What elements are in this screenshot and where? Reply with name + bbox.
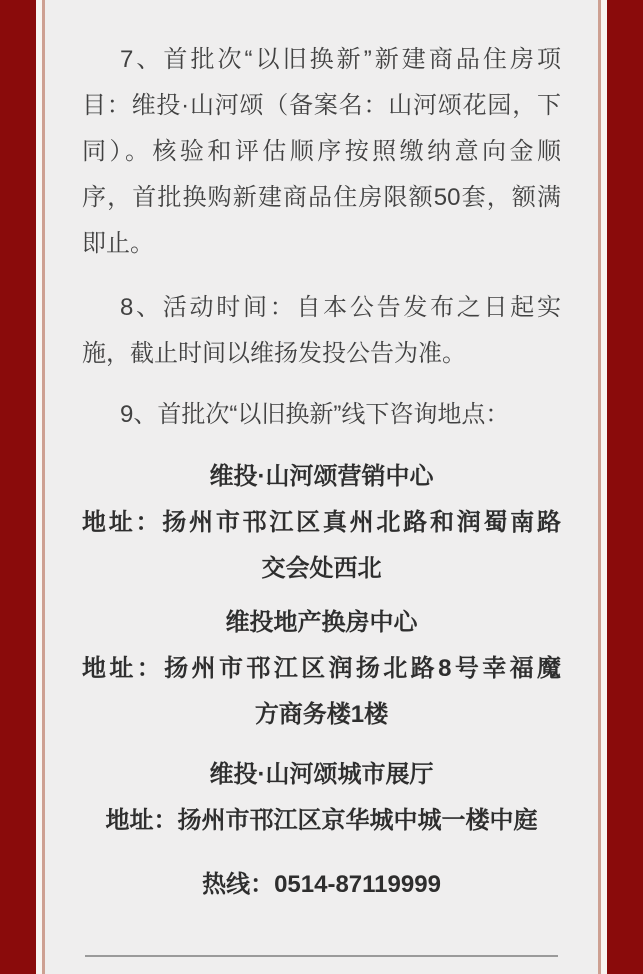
location-block-marketing-center bbox=[82, 454, 561, 592]
text-line: 同）。核验和评估顺序按照缴纳意向金顺 bbox=[82, 138, 561, 165]
location-address-line: 地址：扬州市邗江区真州北路和润蜀南路 bbox=[82, 509, 561, 536]
article-content bbox=[45, 0, 598, 974]
location-address-line: 方商务楼1楼 bbox=[254, 701, 389, 728]
text-line: 序，首批换购新建商品住房限额50套，额满 bbox=[82, 184, 561, 211]
text-line: 即止。 bbox=[82, 230, 154, 257]
location-address-line: 地址：扬州市邗江区京华城中城一楼中庭 bbox=[105, 807, 538, 834]
location-block-city-hall bbox=[82, 752, 561, 844]
left-red-band bbox=[0, 0, 36, 974]
hotline-text: 热线：0514-87119999 bbox=[202, 871, 441, 898]
paragraph-item-8 bbox=[82, 285, 561, 377]
location-name: 维投·山河颂营销中心 bbox=[209, 463, 434, 490]
location-address-line: 交会处西北 bbox=[261, 555, 382, 582]
location-name: 维投·山河颂城市展厅 bbox=[209, 761, 434, 788]
paragraph-item-9 bbox=[82, 392, 561, 438]
location-name: 维投地产换房中心 bbox=[225, 609, 418, 636]
paragraph-item-7 bbox=[82, 37, 561, 267]
text-line: 9、首批次“以旧换新”线下咨询地点： bbox=[120, 401, 510, 428]
text-line: 施，截止时间以维扬发投公告为准。 bbox=[82, 340, 466, 367]
text-line: 7、首批次“以旧换新”新建商品住房项 bbox=[120, 46, 561, 73]
text-line: 8、活动时间：自本公告发布之日起实 bbox=[120, 294, 561, 321]
text-line: 目：维投·山河颂（备案名：山河颂花园，下 bbox=[82, 92, 561, 119]
location-address-line: 地址：扬州市邗江区润扬北路8号幸福魔 bbox=[82, 655, 561, 682]
location-block-exchange-center bbox=[82, 600, 561, 738]
section-divider bbox=[85, 955, 558, 957]
right-red-band bbox=[607, 0, 643, 974]
